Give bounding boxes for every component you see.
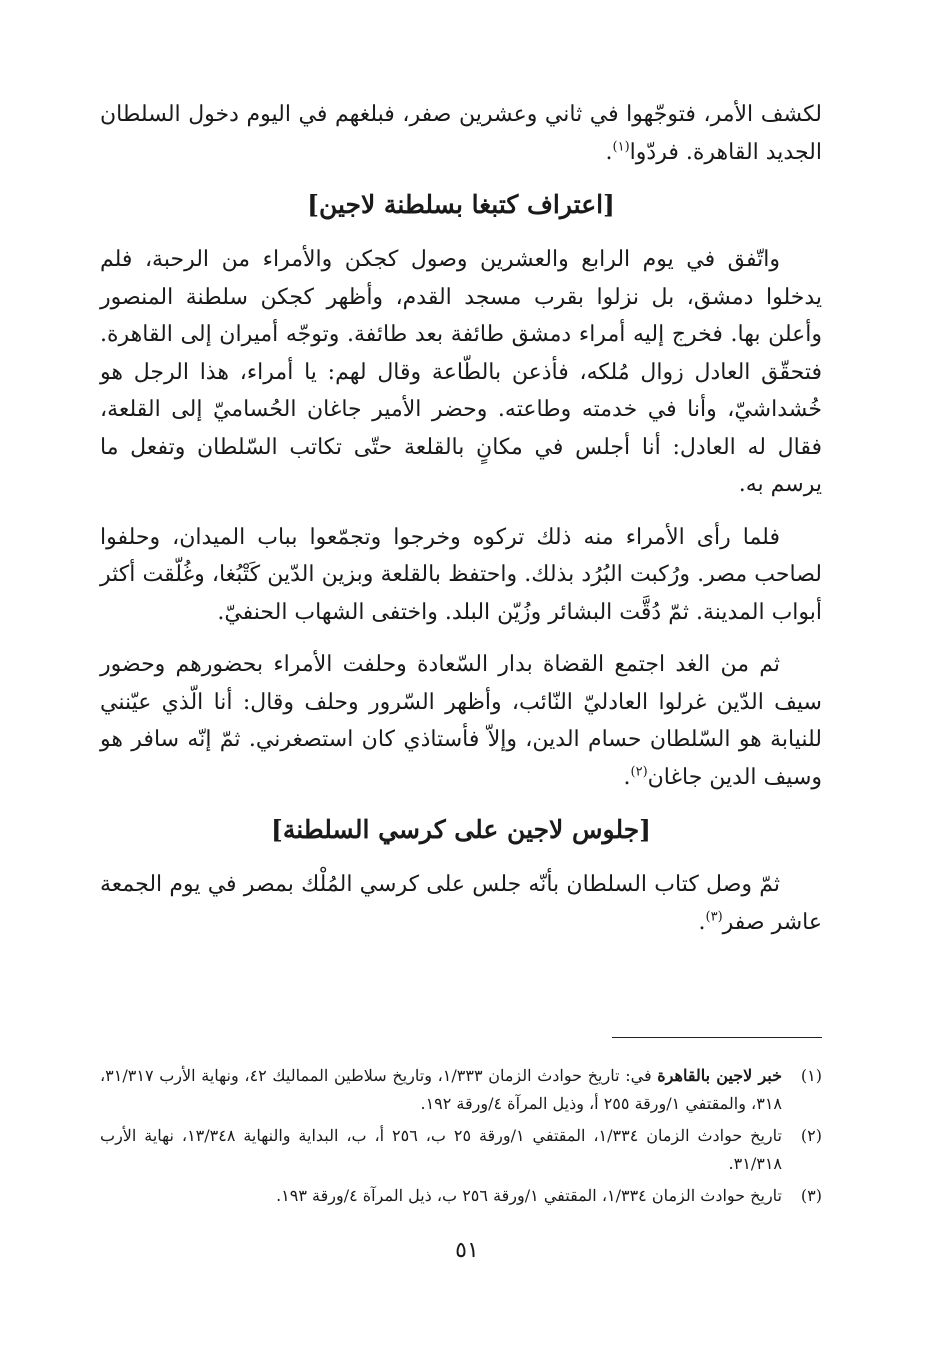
page-body	[100, 96, 822, 941]
paragraph-4-end: .	[623, 764, 631, 790]
paragraph-5-end: .	[698, 909, 706, 935]
paragraph-4	[100, 646, 822, 796]
footnote-bold-lead: خبر لاجين بالقاهرة	[657, 1066, 783, 1085]
paragraph-1-text: لكشف الأمر، فتوجّهوا في ثاني وعشرين صفر، فبلغهم في اليوم دخول السلطان الجديد القاهرة. فردّوا	[100, 102, 822, 165]
paragraph-1	[100, 96, 822, 171]
paragraph-5-text: ثمّ وصل كتاب السلطان بأنّه جلس على كرسي المُلْك بمصر في يوم الجمعة عاشر صفر	[100, 872, 822, 935]
paragraph-gap	[100, 504, 822, 519]
footnote-ref-2[interactable]: (٢)	[630, 764, 648, 780]
footnote-body: في: تاريخ حوادث الزمان ١/٣٣٣، وتاريخ سلاطين المماليك ٤٢، ونهاية الأرب ٣١/٣١٧، ٣١٨، والمقتفي ١/ورقة ٢٥٥ أ، وذيل المرآة ٤/ورقة ١٩٢.	[100, 1066, 782, 1113]
footnote-separator	[612, 1037, 822, 1038]
paragraph-gap	[100, 631, 822, 646]
footnote-number: (٢)	[800, 1126, 822, 1145]
page-number: ٥١	[455, 1238, 479, 1263]
paragraph-3: فلما رأى الأمراء منه ذلك تركوه وخرجوا وتجمّعوا بباب الميدان، وحلفوا لصاحب مصر. ورُكبت البُرُد بذلك. واحتفظ بالقلعة وبزين الدّين كَتْبُغا، وغُلّقت أكثر أبواب المدينة. ثمّ دُقَّت البشائر وزُيّن البلد. واختفى الشهاب الحنفيّ.	[100, 524, 822, 625]
footnote-text: تاريخ حوادث الزمان ١/٣٣٤، المقتفي ١/ورقة ٢٥٦ ب، ذيل المرآة ٤/ورقة ١٩٣.	[276, 1186, 782, 1205]
footnote-ref-1[interactable]: (١)	[612, 139, 630, 155]
section-heading-kitbugha: [اعتراف كتبغا بسلطنة لاجين]	[307, 190, 615, 219]
footnote-2	[100, 1122, 822, 1178]
paragraph-2: واتّفق في يوم الرابع والعشرين وصول كجكن والأمراء من الرحبة، فلم يدخلوا دمشق، بل نزلوا بقرب مسجد القدم، وأظهر كجكن سلطنة المنصور وأعلن بها. فخرج إليه أمراء دمشق طائفة بعد طائفة. وتوجّه أميران إلى القاهرة. فتحقّق العادل زوال مُلكه، فأذعن بالطّاعة وقال لهم: يا أمراء، هذا الرجل هو خُشداشيّ، وأنا في خدمته وطاعته. وحضر الأمير جاغان الحُساميّ إلى القلعة، فقال له العادل: أنا أجلس في مكانٍ بالقلعة حتّى تكاتب السّلطان وتفعل ما يرسم به.	[100, 247, 822, 497]
footnote-number: (٣)	[800, 1186, 822, 1205]
paragraph-4-text: ثم من الغد اجتمع القضاة بدار السّعادة وحلفت الأمراء بحضورهم وحضور سيف الدّين غرلوا العادليّ النّائب، وأظهر السّرور وحلف وقال: أنا الّذي عيّنني للنيابة هو السّلطان حسام الدين، وإلاّ فأستاذي كان استصغرني. ثمّ إنّه سافر هو وسيف الدين جاغان	[100, 652, 822, 790]
footnote-1	[100, 1062, 822, 1118]
paragraph-1-end: .	[605, 139, 613, 165]
footnote-text: تاريخ حوادث الزمان ١/٣٣٤، المقتفي ١/ورقة ٢٥ ب، ٢٥٦ أ، ب، البداية والنهاية ١٣/٣٤٨، نهاية الأرب ٣١/٣١٨.	[100, 1126, 782, 1173]
footnote-text	[100, 1062, 782, 1118]
footnote-number: (١)	[800, 1066, 822, 1085]
footnote-ref-3[interactable]: (٣)	[705, 909, 723, 925]
footnotes	[100, 1062, 822, 1214]
footnote-3	[100, 1182, 822, 1210]
section-heading-lajin-throne: [جلوس لاجين على كرسي السلطنة]	[270, 815, 652, 844]
paragraph-5	[100, 866, 822, 941]
